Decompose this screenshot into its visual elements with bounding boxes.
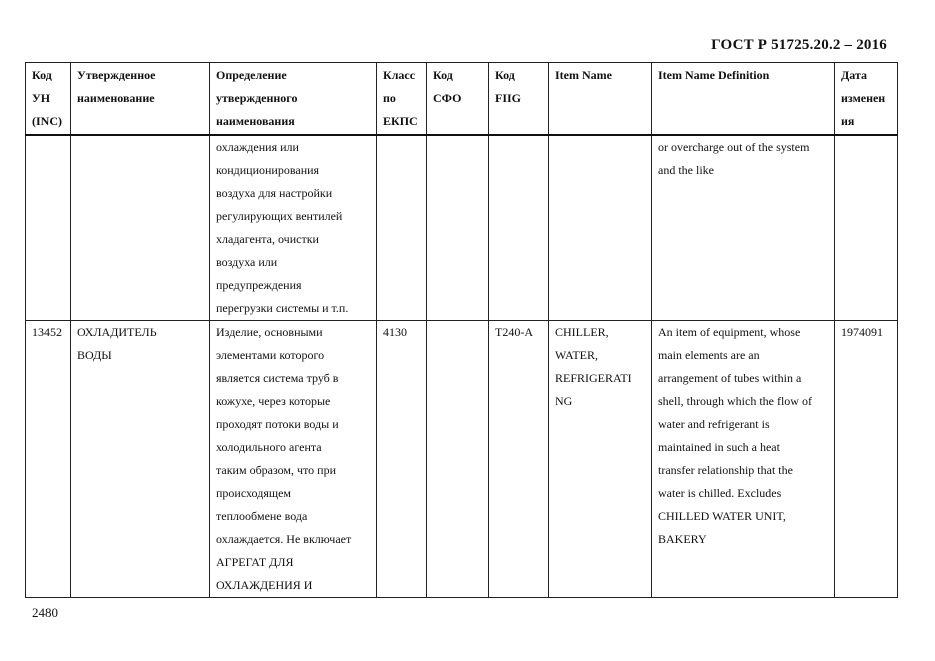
cell-text: 1974091 — [841, 325, 883, 339]
column-header-label: Item Name Definition — [658, 68, 770, 82]
cell-text: 4130 — [383, 325, 407, 339]
column-header-label: Код FIIG — [495, 68, 522, 105]
table-body — [26, 135, 898, 598]
table-row — [26, 135, 898, 321]
table-header-row — [26, 63, 898, 136]
cell-definition — [210, 135, 377, 321]
catalog-table — [25, 62, 898, 598]
cell-text: охлаждения или кондиционирования воздуха для настройки регулирующих вентилей хладагента, очистки воздуха или предупреждения перегрузки системы и т.п. — [216, 140, 349, 315]
cell-ekps-class — [377, 321, 427, 598]
column-header-ekps-class — [377, 63, 427, 136]
document-standard-header: ГОСТ Р 51725.20.2 – 2016 — [711, 37, 887, 53]
cell-text: An item of equipment, whose main elements are an arrangement of tubes within a shell, through which the flow of water and refrigerant is maintained in such a heat transfer relationship that the water is chilled. Excludes CHILLED WATER UNIT, BAKERY — [658, 325, 812, 546]
cell-definition — [210, 321, 377, 598]
column-header-label: Item Name — [555, 68, 612, 82]
column-header-label: Утвержденное наименование — [77, 68, 156, 105]
cell-approved-name — [71, 321, 210, 598]
column-header-sfo-code — [427, 63, 489, 136]
cell-item-name — [549, 135, 652, 321]
column-header-fiig-code — [489, 63, 549, 136]
cell-text: ОХЛАДИТЕЛЬ ВОДЫ — [77, 325, 157, 362]
cell-approved-name — [71, 135, 210, 321]
cell-item-name-definition — [652, 321, 835, 598]
cell-text: T240-A — [495, 325, 533, 339]
cell-fiig-code — [489, 321, 549, 598]
cell-text: or overcharge out of the system and the like — [658, 140, 810, 177]
table-header — [26, 63, 898, 136]
column-header-label: Код СФО — [433, 68, 462, 105]
column-header-change-date — [835, 63, 898, 136]
column-header-label: Класс по ЕКПС — [383, 68, 418, 128]
cell-text: 13452 — [32, 325, 62, 339]
cell-item-name — [549, 321, 652, 598]
cell-fiig-code — [489, 135, 549, 321]
cell-item-name-definition — [652, 135, 835, 321]
column-header-label: Определение утвержденного наименования — [216, 68, 298, 128]
cell-sfo-code — [427, 135, 489, 321]
table-row — [26, 321, 898, 598]
column-header-approved-name — [71, 63, 210, 136]
column-header-label: Дата изменен ия — [841, 68, 886, 128]
cell-change-date — [835, 135, 898, 321]
cell-inc — [26, 321, 71, 598]
cell-change-date — [835, 321, 898, 598]
cell-inc — [26, 135, 71, 321]
page-number: 2480 — [32, 605, 58, 620]
column-header-definition — [210, 63, 377, 136]
cell-sfo-code — [427, 321, 489, 598]
column-header-label: Код УН (INC) — [32, 68, 62, 128]
column-header-item-name-definition — [652, 63, 835, 136]
column-header-inc — [26, 63, 71, 136]
cell-ekps-class — [377, 135, 427, 321]
cell-text: CHILLER, WATER, REFRIGERATI NG — [555, 325, 632, 408]
column-header-item-name — [549, 63, 652, 136]
cell-text: Изделие, основными элементами которого является система труб в кожухе, через которые проходят потоки воды и холодильного агента таким образом, что при происходящем теплообмене вода охлаждается. Не включает АГРЕГАТ ДЛЯ ОХЛАЖДЕНИЯ И — [216, 325, 352, 592]
